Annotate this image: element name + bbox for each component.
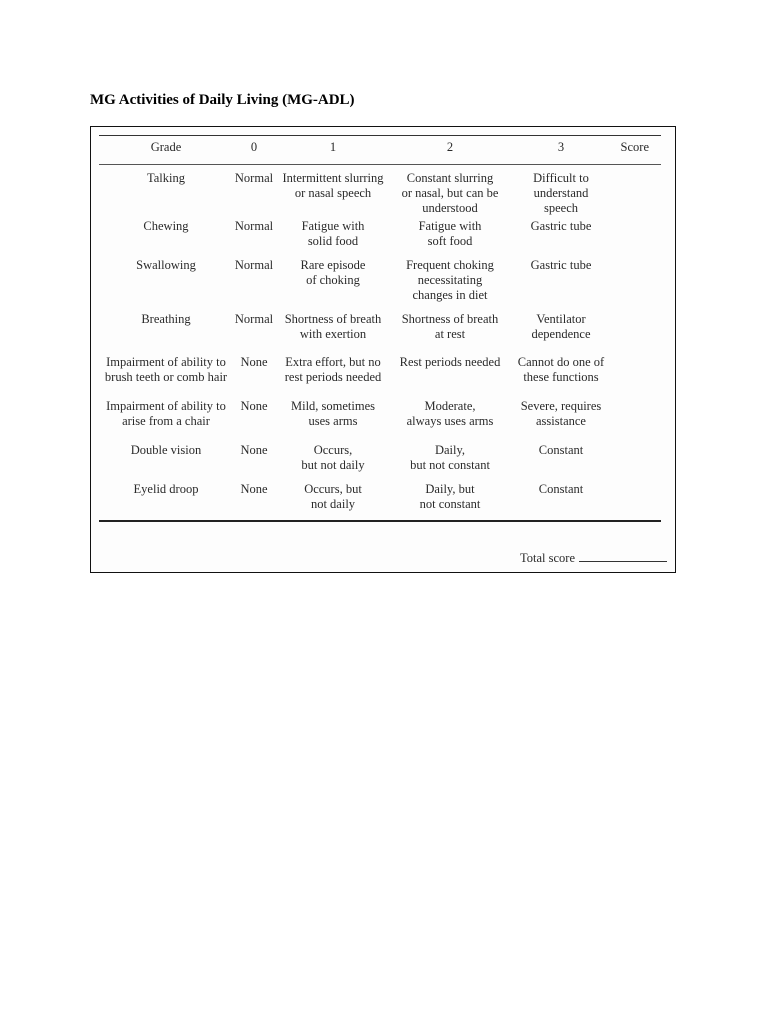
cell-line: Occurs, but <box>304 482 362 496</box>
cell-g2 <box>391 165 509 220</box>
cell-line: but not daily <box>301 458 365 472</box>
cell-g0 <box>233 312 275 355</box>
header-row <box>99 136 661 165</box>
cell-line: Fatigue with <box>301 219 365 233</box>
cell-score[interactable] <box>613 355 661 399</box>
cell-line: Moderate, <box>424 399 476 413</box>
cell-line: Daily, but <box>425 482 475 496</box>
cell-score[interactable] <box>613 312 661 355</box>
cell-g3 <box>509 443 613 482</box>
cell-line: understand <box>533 186 589 200</box>
cell-line: Frequent choking <box>406 258 494 272</box>
cell-g1 <box>275 165 391 220</box>
table-row <box>99 355 661 399</box>
cell-line: Constant slurring <box>406 171 494 185</box>
cell-line: Shortness of breath <box>401 312 499 326</box>
cell-g1 <box>275 443 391 482</box>
cell-grade <box>99 312 233 355</box>
header-score: Score <box>613 136 661 165</box>
cell-grade <box>99 482 233 521</box>
cell-g1 <box>275 355 391 399</box>
cell-line: Rare episode <box>300 258 366 272</box>
cell-score[interactable] <box>613 399 661 443</box>
header-2: 2 <box>391 136 509 165</box>
cell-line: at rest <box>434 327 466 341</box>
cell-grade <box>99 399 233 443</box>
cell-score[interactable] <box>613 219 661 258</box>
table-row <box>99 219 661 258</box>
cell-line: Ventilator <box>536 312 586 326</box>
cell-line: None <box>240 355 268 369</box>
cell-line: or nasal, but can be <box>401 186 499 200</box>
cell-g0 <box>233 399 275 443</box>
cell-g2 <box>391 312 509 355</box>
cell-line: not daily <box>310 497 356 511</box>
cell-line: Impairment of ability to <box>106 355 226 369</box>
cell-line: Constant <box>538 443 584 457</box>
cell-line: None <box>240 482 268 496</box>
cell-line: but not constant <box>410 458 490 472</box>
table-row <box>99 258 661 312</box>
cell-line: necessitating <box>417 273 483 287</box>
cell-g0 <box>233 355 275 399</box>
cell-line: Normal <box>234 258 274 272</box>
cell-g0 <box>233 219 275 258</box>
cell-line: not constant <box>419 497 481 511</box>
cell-line: Difficult to <box>533 171 589 185</box>
cell-grade <box>99 165 233 220</box>
cell-line: Normal <box>234 219 274 233</box>
table-row <box>99 482 661 521</box>
cell-line: speech <box>543 201 578 215</box>
cell-g2 <box>391 219 509 258</box>
cell-line: Constant <box>538 482 584 496</box>
cell-line: solid food <box>307 234 359 248</box>
cell-g3 <box>509 355 613 399</box>
cell-grade <box>99 355 233 399</box>
cell-g2 <box>391 355 509 399</box>
cell-line: changes in diet <box>412 288 488 302</box>
header-0: 0 <box>233 136 275 165</box>
cell-g0 <box>233 165 275 220</box>
cell-g2 <box>391 399 509 443</box>
cell-line: Gastric tube <box>530 258 592 272</box>
header-grade: Grade <box>99 136 233 165</box>
cell-score[interactable] <box>613 165 661 220</box>
cell-line: None <box>240 399 268 413</box>
cell-g3 <box>509 165 613 220</box>
cell-line: soft food <box>427 234 473 248</box>
cell-line: brush teeth or comb hair <box>104 370 228 384</box>
table-row <box>99 165 661 220</box>
cell-line: Normal <box>234 171 274 185</box>
cell-line: Severe, requires <box>520 399 602 413</box>
cell-score[interactable] <box>613 443 661 482</box>
cell-score[interactable] <box>613 258 661 312</box>
cell-g1 <box>275 258 391 312</box>
cell-g2 <box>391 258 509 312</box>
cell-line: Swallowing <box>136 258 196 272</box>
cell-line: uses arms <box>308 414 358 428</box>
header-1: 1 <box>275 136 391 165</box>
table-row <box>99 443 661 482</box>
cell-line: Rest periods needed <box>399 355 501 369</box>
mg-adl-table-frame <box>90 126 676 573</box>
cell-line: Occurs, <box>313 443 353 457</box>
cell-line: of choking <box>306 273 360 287</box>
cell-line: Chewing <box>143 219 189 233</box>
cell-line: Intermittent slurring <box>282 171 384 185</box>
cell-line: Talking <box>146 171 185 185</box>
cell-g3 <box>509 312 613 355</box>
cell-line: Gastric tube <box>530 219 592 233</box>
cell-line: dependence <box>531 327 591 341</box>
cell-line: with exertion <box>299 327 367 341</box>
cell-line: Eyelid droop <box>133 482 199 496</box>
document-title: MG Activities of Daily Living (MG-ADL) <box>90 92 355 108</box>
table-row <box>99 312 661 355</box>
cell-g1 <box>275 399 391 443</box>
cell-line: Daily, <box>434 443 466 457</box>
table-row <box>99 399 661 443</box>
cell-line: Extra effort, but no <box>285 355 381 369</box>
cell-line: these functions <box>523 370 599 384</box>
total-score <box>520 551 667 566</box>
cell-g3 <box>509 219 613 258</box>
cell-line: rest periods needed <box>284 370 382 384</box>
cell-line: Mild, sometimes <box>290 399 376 413</box>
cell-grade <box>99 443 233 482</box>
total-score-blank[interactable] <box>579 551 667 562</box>
cell-line: Normal <box>234 312 274 326</box>
cell-score[interactable] <box>613 482 661 521</box>
cell-line: Double vision <box>130 443 202 457</box>
cell-line: or nasal speech <box>294 186 372 200</box>
cell-line: Breathing <box>141 312 191 326</box>
cell-line: Impairment of ability to <box>106 399 226 413</box>
cell-g3 <box>509 482 613 521</box>
cell-line: arise from a chair <box>122 414 210 428</box>
cell-line: Cannot do one of <box>517 355 605 369</box>
total-score-label: Total score <box>519 551 575 565</box>
cell-grade <box>99 258 233 312</box>
cell-g0 <box>233 482 275 521</box>
cell-g0 <box>233 443 275 482</box>
cell-g1 <box>275 219 391 258</box>
cell-g1 <box>275 482 391 521</box>
cell-line: always uses arms <box>406 414 494 428</box>
cell-line: understood <box>422 201 478 215</box>
cell-grade <box>99 219 233 258</box>
cell-line: Shortness of breath <box>284 312 382 326</box>
cell-g1 <box>275 312 391 355</box>
cell-g3 <box>509 399 613 443</box>
mg-adl-table <box>99 135 661 522</box>
cell-line: None <box>240 443 268 457</box>
cell-g2 <box>391 443 509 482</box>
cell-line: assistance <box>536 414 586 428</box>
cell-line: Fatigue with <box>418 219 482 233</box>
cell-g2 <box>391 482 509 521</box>
cell-g0 <box>233 258 275 312</box>
cell-g3 <box>509 258 613 312</box>
header-3: 3 <box>509 136 613 165</box>
